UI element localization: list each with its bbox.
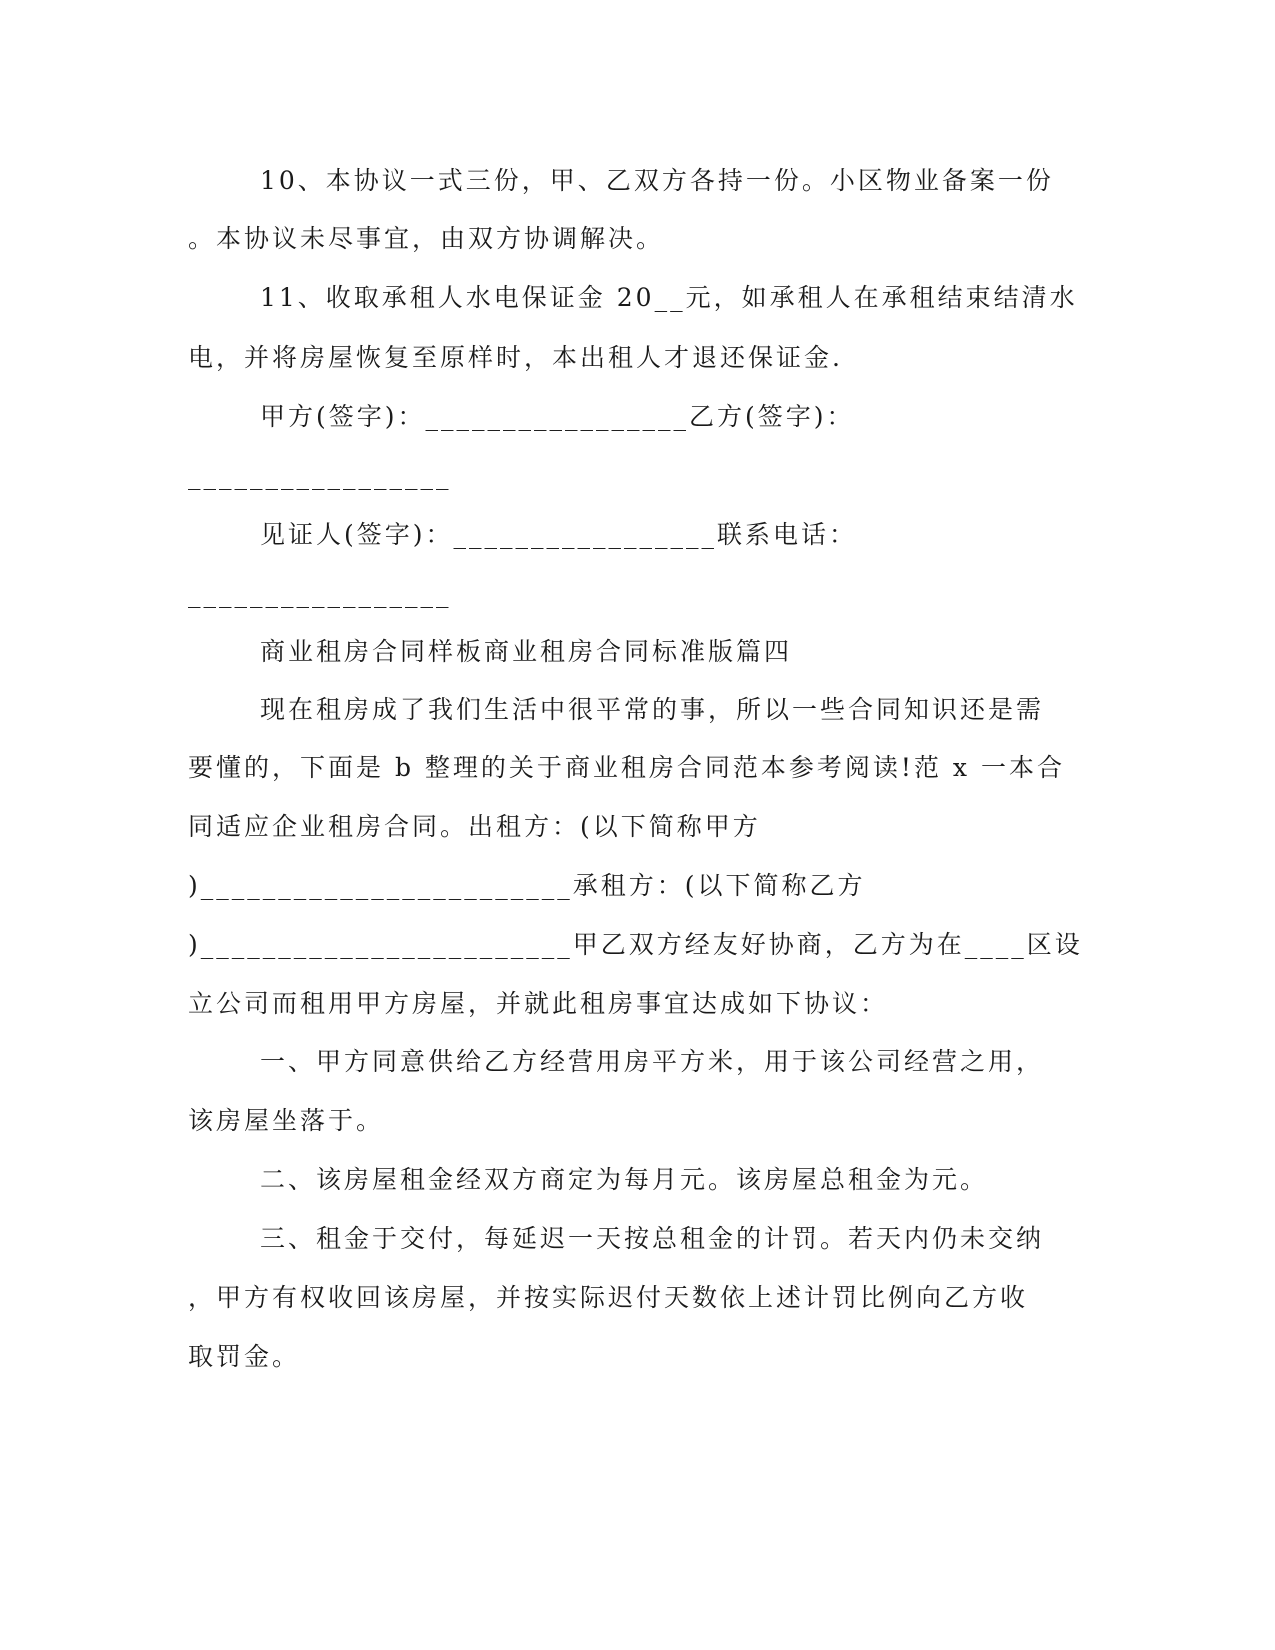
intro-line-6: 立公司而租用甲方房屋，并就此租房事宜达成如下协议：: [188, 989, 889, 1018]
intro-line-5: )________________________甲乙双方经友好协商，乙方为在____区设: [188, 930, 1083, 959]
section-heading: 商业租房合同样板商业租房合同标准版篇四: [260, 637, 793, 666]
article-1-line-1: 一、甲方同意供给乙方经营用房平方米，用于该公司经营之用，: [260, 1047, 1045, 1076]
intro-line-4: )________________________承租方：(以下简称乙方: [188, 871, 866, 900]
article-2-line: 二、该房屋租金经双方商定为每月元。该房屋总租金为元。: [260, 1165, 989, 1194]
clause-11-line-1: 11、收取承租人水电保证金 20__元，如承租人在承租结束结清水: [260, 283, 1078, 312]
article-1-line-2: 该房屋坐落于。: [188, 1106, 385, 1135]
party-signature-blank: _________________: [188, 461, 452, 490]
intro-line-2: 要懂的，下面是 b 整理的关于商业租房合同范本参考阅读!范 x 一本合: [188, 753, 1065, 782]
clause-11-line-2: 电，并将房屋恢复至原样时，本出租人才退还保证金.: [188, 343, 843, 372]
intro-line-1: 现在租房成了我们生活中很平常的事，所以一些合同知识还是需: [260, 695, 1045, 724]
clause-10-line-1: 10、本协议一式三份，甲、乙双方各持一份。小区物业备案一份: [260, 166, 1054, 195]
article-3-line-3: 取罚金。: [188, 1342, 301, 1371]
article-3-line-1: 三、租金于交付，每延迟一天按总租金的计罚。若天内仍未交纳: [260, 1224, 1045, 1253]
intro-line-3: 同适应企业租房合同。出租方：(以下简称甲方: [188, 812, 761, 841]
party-signature-line: 甲方(签字)：_________________乙方(签字)：: [260, 402, 855, 431]
article-3-line-2: ，甲方有权收回该房屋，并按实际迟付天数依上述计罚比例向乙方收: [188, 1283, 1029, 1312]
witness-phone-blank: _________________: [188, 579, 452, 608]
clause-10-line-2: 。本协议未尽事宜，由双方协调解决。: [188, 224, 665, 253]
witness-signature-line: 见证人(签字)：_________________联系电话：: [260, 520, 858, 549]
